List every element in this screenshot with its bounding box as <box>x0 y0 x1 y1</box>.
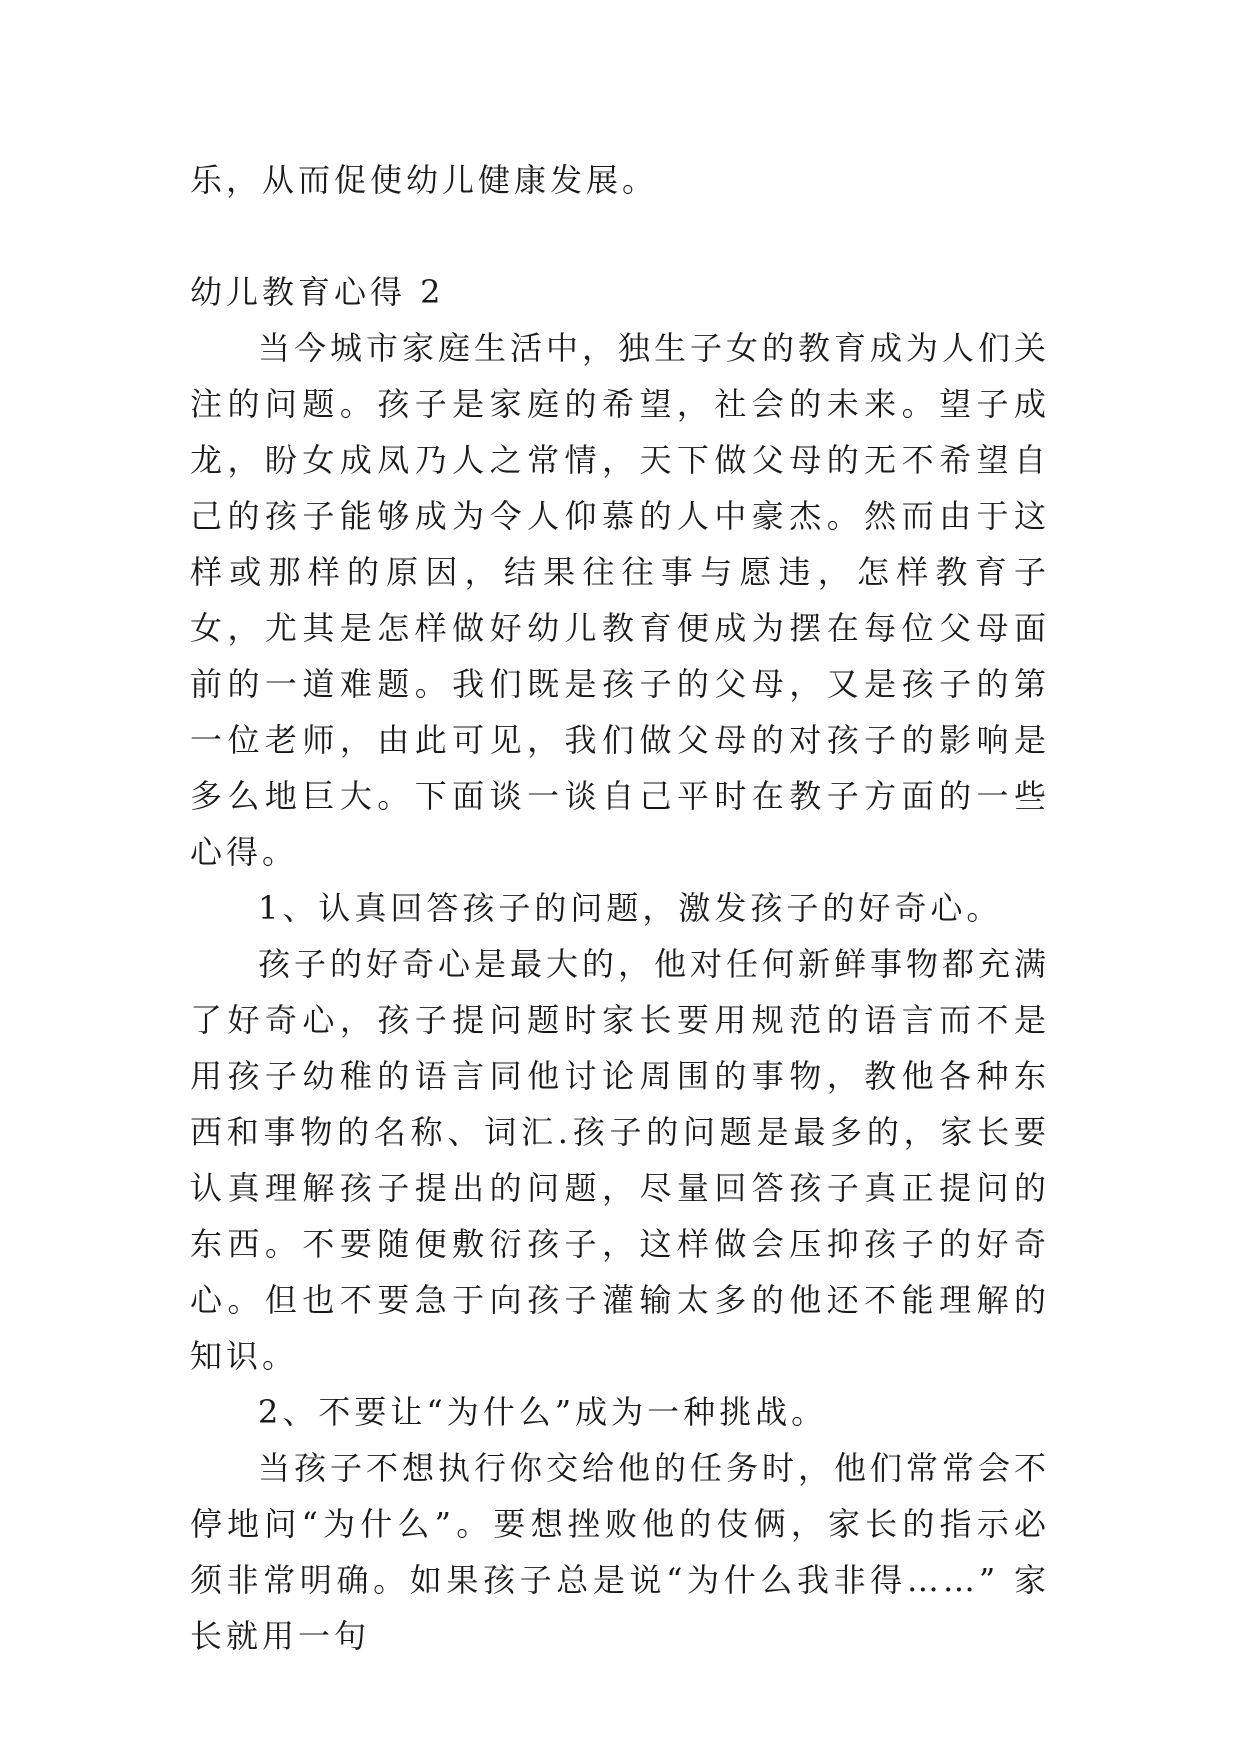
section-heading: 幼儿教育心得 2 <box>190 273 445 311</box>
paragraph-point-1: 孩子的好奇心是最大的，他对任何新鲜事物都充满了好奇心，孩子提问题时家长要用规范的语言而不是用孩子幼稚的语言同他讨论周围的事物，教他各种东西和事物的名称、词汇.孩子的问题是最多的，家长要认真理解孩子提出的问题，尽量回答孩子真正提问的东西。不要随便敷衍孩子，这样做会压抑孩子的好奇心。但也不要急于向孩子灌输太多的他还不能理解的知识。 <box>190 945 1051 1375</box>
paragraph-point-2: 当孩子不想执行你交给他的任务时，他们常常会不停地问“为什么”。要想挫败他的伎俩，家长的指示必须非常明确。如果孩子总是说“为什么我非得……” 家长就用一句 <box>190 1449 1051 1655</box>
paragraph-intro: 当今城市家庭生活中，独生子女的教育成为人们关注的问题。孩子是家庭的希望，社会的未来。望子成龙，盼女成凤乃人之常情，天下做父母的无不希望自己的孩子能够成为令人仰慕的人中豪杰。然而由于这样或那样的原因，结果往往事与愿违，怎样教育子女，尤其是怎样做好幼儿教育便成为摆在每位父母面前的一道难题。我们既是孩子的父母，又是孩子的第一位老师，由此可见，我们做父母的对孩子的影响是多么地巨大。下面谈一谈自己平时在教子方面的一些心得。 <box>190 329 1051 871</box>
point-heading-2: 2、不要让“为什么”成为一种挑战。 <box>258 1393 828 1431</box>
document-body <box>190 152 1050 1664</box>
point-heading-1: 1、认真回答孩子的问题，激发孩子的好奇心。 <box>258 889 1003 927</box>
paragraph-continuation: 乐，从而促使幼儿健康发展。 <box>190 161 659 199</box>
